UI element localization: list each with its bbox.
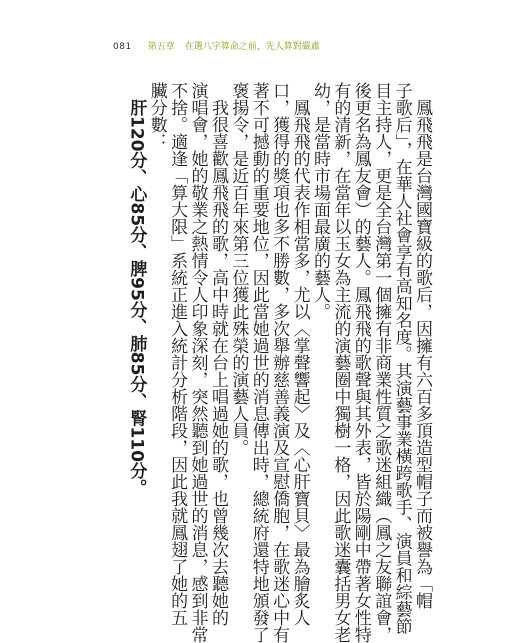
- page-number: 081: [113, 42, 132, 52]
- text-line: 不捨。適逢「算大限」系統正進入統計分析階段，因此我就鳳翅了她的五: [167, 82, 188, 626]
- body-text: [126, 82, 432, 643]
- paragraph-1: [309, 82, 432, 643]
- text-line: 口，獲得的獎項也多不勝數，多次舉辦慈善義演及宣慰僑胞，在歌迷心中有: [269, 82, 290, 643]
- text-line: 我很喜歡鳳飛飛的歌，高中時就在台上唱過她的歌，也曾幾次去聽她的: [207, 99, 228, 626]
- text-line: 臟分數：: [146, 82, 167, 150]
- text-line: 鳳飛飛的代表作相當多，尤以〈掌聲響起〉及〈心肝寶貝〉最為膾炙人: [289, 99, 310, 626]
- paragraph-3: [146, 82, 228, 643]
- text-line: 鳳飛飛是台灣國寶級的歌后，因擁有六百多頂造型帽子而被譽為「帽: [412, 99, 432, 609]
- text-line: 幼，是當時市場面最廣的藝人。: [309, 82, 330, 320]
- paragraph-2: [228, 82, 310, 643]
- text-line: 肝120分、心85分、脾95分、肺85分、腎110分。: [126, 99, 147, 496]
- page-header: [113, 40, 320, 54]
- text-line: 演唱會，她的敬業之熱情令人印象深刻，突然聽到她過世的消息，感到非常: [187, 82, 208, 643]
- text-line: 目主持人，更是全台灣第一個擁有非商業性質之歌迷組織（鳳之友聯誼會，: [371, 82, 392, 643]
- organ-scores: [126, 82, 147, 496]
- chapter-label: 第五章: [147, 42, 175, 52]
- text-line: 著不可撼動的重要地位，因此當她過世的消息傳出時，總統府還特地頒發了: [248, 82, 269, 643]
- text-line: 褒揚令，是近百年來第三位獲此殊榮的演藝人員。: [228, 82, 249, 456]
- text-line: 有的清新，在當年以玉女為主流的演藝圈中獨樹一格，因此歌迷囊括男女老: [330, 82, 351, 643]
- text-line: 子歌后」，在華人社會享有高知名度。其演藝事業橫跨歌手、演員和綜藝節: [391, 82, 412, 635]
- chapter-title: 在選八字算命之前，先人算對嚴肅: [184, 42, 320, 52]
- text-line: 後更名為鳳友會）的藝人。鳳飛飛的歌聲與其外表，皆於陽剛中帶著女性特: [350, 82, 371, 643]
